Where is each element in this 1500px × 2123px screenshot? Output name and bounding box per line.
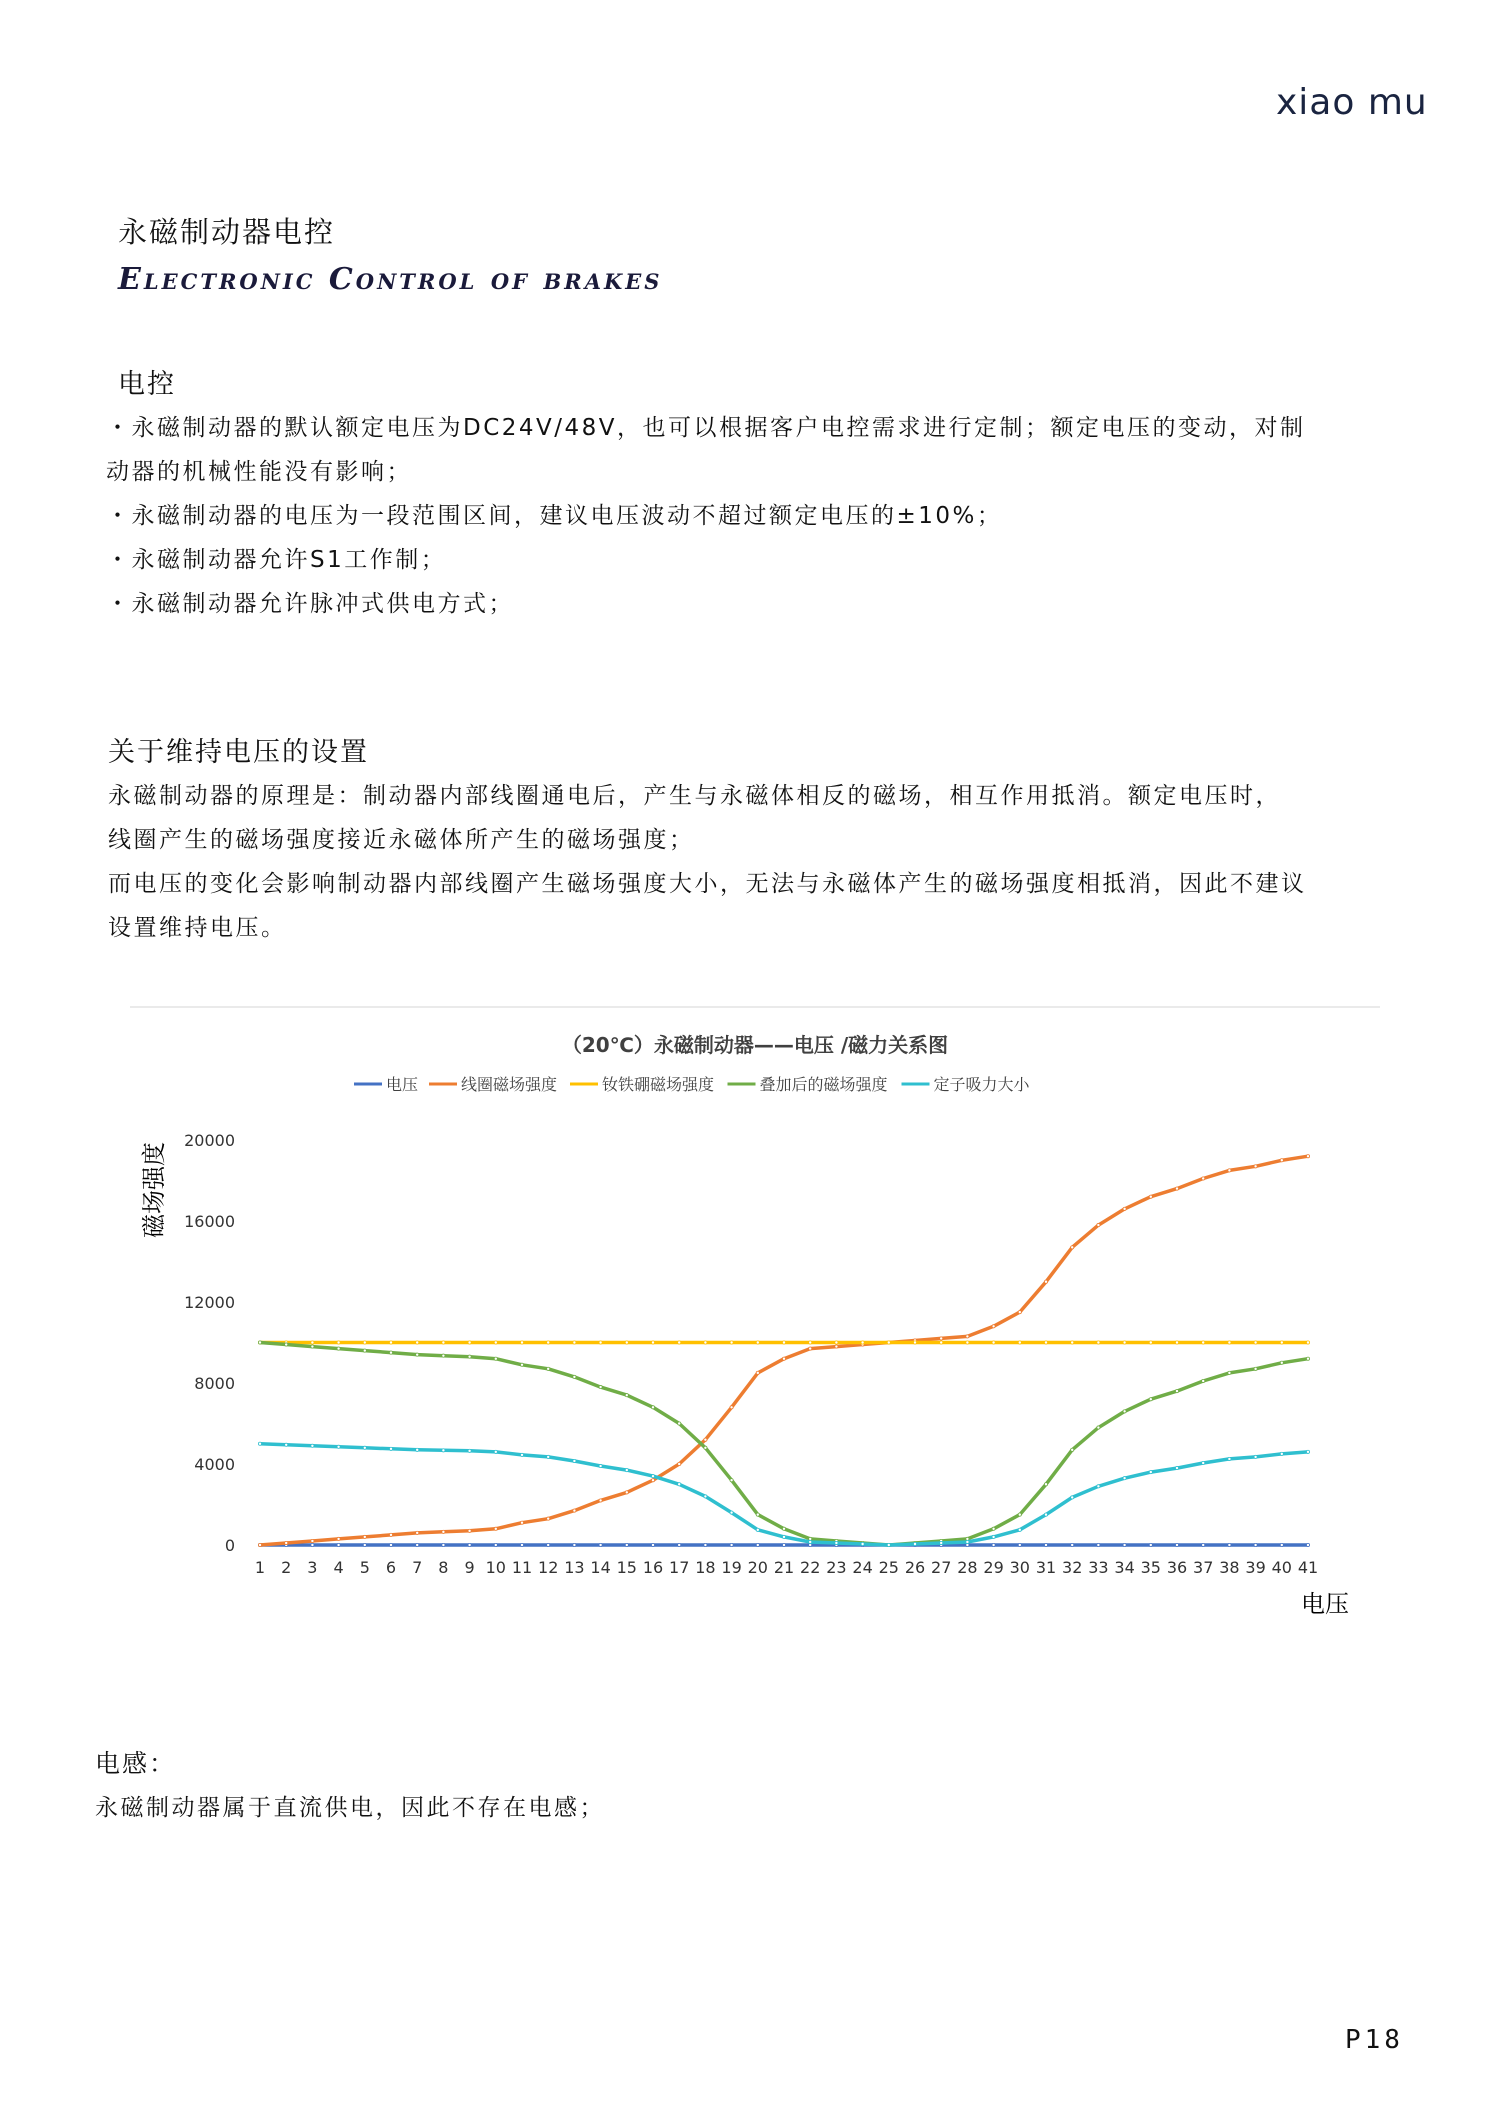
data-point [573, 1543, 576, 1546]
x-tick-label: 41 [1297, 1558, 1319, 1577]
data-point [285, 1443, 288, 1446]
data-point [599, 1385, 602, 1388]
data-point [1123, 1543, 1126, 1546]
body-line: 线圈产生的磁场强度接近永磁体所产生的磁场强度； [108, 827, 695, 853]
data-point [520, 1521, 523, 1524]
data-point [573, 1459, 576, 1462]
data-point [494, 1450, 497, 1453]
data-point [625, 1491, 628, 1494]
data-point [940, 1341, 943, 1344]
data-point [1044, 1513, 1047, 1516]
legend-label: 定子吸力大小 [933, 1075, 1030, 1094]
x-tick-label: 14 [590, 1558, 611, 1577]
legend-label: 叠加后的磁场强度 [759, 1075, 888, 1094]
legend-label: 电压 [386, 1075, 419, 1094]
x-tick-label: 13 [564, 1558, 585, 1577]
x-tick-label: 4 [333, 1558, 344, 1577]
x-tick-label: 8 [438, 1558, 449, 1577]
data-point [285, 1541, 288, 1544]
data-point [756, 1528, 759, 1531]
data-point [940, 1337, 943, 1340]
data-point [520, 1543, 523, 1546]
data-point [1228, 1341, 1231, 1344]
x-tick-label: 15 [616, 1558, 637, 1577]
data-point [1149, 1195, 1152, 1198]
data-point [1149, 1341, 1152, 1344]
data-point [992, 1325, 995, 1328]
data-point [442, 1449, 445, 1452]
chart-title: （20℃）永磁制动器——电压 /磁力关系图 [561, 1033, 949, 1057]
x-tick-label: 30 [1009, 1558, 1030, 1577]
data-point [1254, 1165, 1257, 1168]
data-point [651, 1475, 654, 1478]
data-point [1123, 1341, 1126, 1344]
data-point [337, 1347, 340, 1350]
x-tick-label: 38 [1219, 1558, 1240, 1577]
data-point [1228, 1371, 1231, 1374]
data-point [940, 1541, 943, 1544]
data-point [1228, 1169, 1231, 1172]
data-point [1280, 1361, 1283, 1364]
x-tick-label: 25 [878, 1558, 899, 1577]
data-point [494, 1543, 497, 1546]
data-point [835, 1541, 838, 1544]
x-tick-label: 23 [826, 1558, 847, 1577]
data-point [389, 1351, 392, 1354]
body-line: 动器的机械性能没有影响； [106, 459, 412, 485]
data-point [1018, 1311, 1021, 1314]
data-point [573, 1341, 576, 1344]
data-point [599, 1341, 602, 1344]
data-point [468, 1449, 471, 1452]
x-tick-label: 35 [1140, 1558, 1161, 1577]
data-point [363, 1341, 366, 1344]
data-point [651, 1479, 654, 1482]
data-point [1018, 1543, 1021, 1546]
data-point [573, 1509, 576, 1512]
data-point [1202, 1379, 1205, 1382]
data-point [1149, 1471, 1152, 1474]
data-point [258, 1341, 261, 1344]
data-point [547, 1341, 550, 1344]
data-point [1071, 1496, 1074, 1499]
data-point [1123, 1410, 1126, 1413]
data-point [704, 1341, 707, 1344]
data-point [782, 1543, 785, 1546]
x-tick-label: 37 [1193, 1558, 1214, 1577]
data-point [258, 1543, 261, 1546]
data-point [468, 1543, 471, 1546]
data-point [992, 1535, 995, 1538]
y-tick-label: 0 [224, 1536, 235, 1555]
x-tick-label: 28 [957, 1558, 978, 1577]
data-point [416, 1531, 419, 1534]
data-point [363, 1446, 366, 1449]
series-line [260, 1343, 1308, 1546]
data-point [363, 1349, 366, 1352]
x-tick-label: 2 [281, 1558, 292, 1577]
data-point [468, 1355, 471, 1358]
x-tick-label: 11 [511, 1558, 533, 1577]
data-point [835, 1345, 838, 1348]
section-body-holding [108, 774, 1448, 950]
section-body-inductance [95, 1786, 1395, 1830]
data-point [468, 1529, 471, 1532]
data-point [1202, 1177, 1205, 1180]
data-point [311, 1345, 314, 1348]
data-point [311, 1341, 314, 1344]
data-point [966, 1335, 969, 1338]
data-point [1044, 1280, 1047, 1283]
x-tick-label: 21 [773, 1558, 795, 1577]
data-point [1097, 1485, 1100, 1488]
body-line: 永磁制动器属于直流供电，因此不存在电感； [95, 1795, 605, 1821]
body-line: ・永磁制动器的默认额定电压为DC24V/48V，也可以根据客户电控需求进行定制；额定电压的变动，对制 [106, 415, 1306, 441]
data-point [966, 1540, 969, 1543]
data-point [599, 1464, 602, 1467]
x-tick-label: 20 [747, 1558, 768, 1577]
data-point [1044, 1483, 1047, 1486]
chart-series [258, 1155, 1309, 1547]
data-point [678, 1341, 681, 1344]
data-point [1254, 1455, 1257, 1458]
data-point [416, 1341, 419, 1344]
data-point [651, 1341, 654, 1344]
body-line: 设置维持电压。 [108, 915, 287, 941]
data-point [1097, 1223, 1100, 1226]
data-point [1149, 1543, 1152, 1546]
x-tick-label: 32 [1062, 1558, 1083, 1577]
data-point [442, 1341, 445, 1344]
data-point [363, 1535, 366, 1538]
x-tick-label: 7 [412, 1558, 423, 1577]
data-point [311, 1539, 314, 1542]
y-axis-ticks [184, 1131, 235, 1555]
data-point [992, 1341, 995, 1344]
x-tick-label: 6 [385, 1558, 397, 1577]
data-point [547, 1517, 550, 1520]
y-tick-label: 16000 [184, 1212, 235, 1231]
data-point [730, 1479, 733, 1482]
x-tick-label: 1 [254, 1558, 266, 1577]
data-point [966, 1341, 969, 1344]
data-point [1175, 1543, 1178, 1546]
data-point [337, 1543, 340, 1546]
series-line [260, 1156, 1308, 1545]
data-point [1149, 1398, 1152, 1401]
data-point [704, 1438, 707, 1441]
body-line: ・永磁制动器允许脉冲式供电方式； [106, 591, 514, 617]
x-tick-label: 34 [1114, 1558, 1135, 1577]
data-point [782, 1357, 785, 1360]
data-point [1280, 1341, 1283, 1344]
data-point [809, 1347, 812, 1350]
page-number: P18 [1345, 2025, 1404, 2055]
data-point [337, 1341, 340, 1344]
data-point [861, 1341, 864, 1344]
data-point [547, 1455, 550, 1458]
data-point [520, 1363, 523, 1366]
data-point [913, 1542, 916, 1545]
data-point [809, 1341, 812, 1344]
data-point [520, 1453, 523, 1456]
data-point [1071, 1448, 1074, 1451]
data-point [1071, 1246, 1074, 1249]
section-body-control [106, 406, 1436, 626]
data-point [913, 1341, 916, 1344]
data-point [782, 1341, 785, 1344]
data-point [756, 1543, 759, 1546]
data-point [678, 1422, 681, 1425]
body-line: ・永磁制动器允许S1工作制； [106, 547, 447, 573]
data-point [625, 1341, 628, 1344]
data-point [887, 1341, 890, 1344]
data-point [1306, 1450, 1309, 1453]
data-point [651, 1406, 654, 1409]
x-tick-label: 16 [642, 1558, 664, 1577]
data-point [468, 1341, 471, 1344]
data-point [1202, 1461, 1205, 1464]
x-tick-label: 31 [1035, 1558, 1057, 1577]
data-point [1175, 1466, 1178, 1469]
data-point [678, 1462, 681, 1465]
page-title: 永磁制动器电控 [118, 215, 336, 249]
data-point [678, 1543, 681, 1546]
data-point [1071, 1341, 1074, 1344]
data-point [494, 1341, 497, 1344]
data-point [1071, 1543, 1074, 1546]
data-point [861, 1542, 864, 1545]
data-point [573, 1375, 576, 1378]
data-point [1123, 1207, 1126, 1210]
section-heading-holding: 关于维持电压的设置 [108, 737, 369, 768]
x-tick-label: 19 [721, 1558, 742, 1577]
data-point [992, 1527, 995, 1530]
legend-label: 钕铁硼磁场强度 [602, 1075, 715, 1094]
data-point [625, 1468, 628, 1471]
data-point [520, 1341, 523, 1344]
x-tick-label: 5 [359, 1558, 370, 1577]
data-point [285, 1343, 288, 1346]
x-tick-label: 22 [800, 1558, 821, 1577]
data-point [1123, 1477, 1126, 1480]
data-point [992, 1543, 995, 1546]
data-point [389, 1341, 392, 1344]
data-point [442, 1354, 445, 1357]
data-point [442, 1543, 445, 1546]
data-point [1097, 1543, 1100, 1546]
data-point [730, 1511, 733, 1514]
voltage-magnetic-chart [130, 1005, 1380, 1645]
data-point [625, 1543, 628, 1546]
x-tick-label: 9 [464, 1558, 475, 1577]
chart-legend [354, 1075, 1031, 1094]
x-axis-label: 电压 [1301, 1590, 1349, 1618]
data-point [337, 1537, 340, 1540]
data-point [1306, 1341, 1309, 1344]
x-tick-label: 36 [1166, 1558, 1188, 1577]
data-point [1175, 1187, 1178, 1190]
section-heading-control: 电控 [118, 369, 176, 400]
data-point [730, 1543, 733, 1546]
data-point [1228, 1543, 1231, 1546]
data-point [730, 1406, 733, 1409]
data-point [1280, 1159, 1283, 1162]
data-point [756, 1341, 759, 1344]
data-point [1254, 1341, 1257, 1344]
y-axis-label: 磁场强度 [140, 1142, 168, 1238]
data-point [704, 1446, 707, 1449]
data-point [809, 1540, 812, 1543]
data-point [1280, 1543, 1283, 1546]
body-line: ・永磁制动器的电压为一段范围区间，建议电压波动不超过额定电压的±10%； [106, 503, 1003, 529]
data-point [1306, 1543, 1309, 1546]
data-point [1202, 1543, 1205, 1546]
data-point [1018, 1528, 1021, 1531]
data-point [494, 1527, 497, 1530]
x-tick-label: 3 [307, 1558, 318, 1577]
data-point [311, 1444, 314, 1447]
data-point [1097, 1426, 1100, 1429]
data-point [416, 1448, 419, 1451]
x-tick-label: 27 [931, 1558, 952, 1577]
data-point [1018, 1341, 1021, 1344]
data-point [389, 1543, 392, 1546]
data-point [1254, 1543, 1257, 1546]
brand-logo-text: xiao mu [1276, 82, 1428, 123]
x-tick-label: 18 [695, 1558, 716, 1577]
data-point [1280, 1452, 1283, 1455]
data-point [704, 1543, 707, 1546]
data-point [599, 1499, 602, 1502]
data-point [835, 1341, 838, 1344]
data-point [625, 1394, 628, 1397]
body-line: 永磁制动器的原理是：制动器内部线圈通电后，产生与永磁体相反的磁场，相互作用抵消。额定电压时， [108, 783, 1281, 809]
data-point [1228, 1457, 1231, 1460]
legend-label: 线圈磁场强度 [461, 1075, 558, 1094]
x-axis-ticks [255, 1558, 1318, 1577]
x-tick-label: 29 [983, 1558, 1004, 1577]
x-tick-label: 39 [1245, 1558, 1266, 1577]
data-point [1018, 1513, 1021, 1516]
data-point [887, 1543, 890, 1546]
data-point [547, 1367, 550, 1370]
x-tick-label: 24 [852, 1558, 873, 1577]
data-point [1044, 1341, 1047, 1344]
data-point [1306, 1357, 1309, 1360]
y-tick-label: 8000 [194, 1374, 235, 1393]
data-point [704, 1495, 707, 1498]
data-point [494, 1357, 497, 1360]
data-point [678, 1483, 681, 1486]
data-point [782, 1527, 785, 1530]
y-tick-label: 20000 [184, 1131, 235, 1150]
data-point [651, 1543, 654, 1546]
data-point [416, 1543, 419, 1546]
section-heading-inductance: 电感： [95, 1749, 177, 1778]
data-point [442, 1530, 445, 1533]
x-tick-label: 10 [485, 1558, 506, 1577]
y-tick-label: 12000 [184, 1293, 235, 1312]
data-point [1254, 1367, 1257, 1370]
x-tick-label: 17 [669, 1558, 690, 1577]
x-tick-label: 26 [904, 1558, 926, 1577]
data-point [730, 1341, 733, 1344]
data-point [337, 1445, 340, 1448]
data-point [782, 1535, 785, 1538]
data-point [389, 1533, 392, 1536]
data-point [547, 1543, 550, 1546]
x-tick-label: 12 [538, 1558, 559, 1577]
data-point [389, 1447, 392, 1450]
body-line: 而电压的变化会影响制动器内部线圈产生磁场强度大小，无法与永磁体产生的磁场强度相抵消，因此不建议 [108, 871, 1307, 897]
x-tick-label: 40 [1271, 1558, 1292, 1577]
data-point [756, 1371, 759, 1374]
data-point [1306, 1155, 1309, 1158]
data-point [756, 1513, 759, 1516]
page-subtitle: Electronic Control of brakes [118, 262, 663, 297]
data-point [363, 1543, 366, 1546]
y-tick-label: 4000 [194, 1455, 235, 1474]
data-point [311, 1543, 314, 1546]
data-point [1202, 1341, 1205, 1344]
data-point [258, 1442, 261, 1445]
data-point [1175, 1341, 1178, 1344]
data-point [599, 1543, 602, 1546]
data-point [1044, 1543, 1047, 1546]
data-point [416, 1353, 419, 1356]
data-point [1175, 1390, 1178, 1393]
x-tick-label: 33 [1088, 1558, 1109, 1577]
data-point [1097, 1341, 1100, 1344]
